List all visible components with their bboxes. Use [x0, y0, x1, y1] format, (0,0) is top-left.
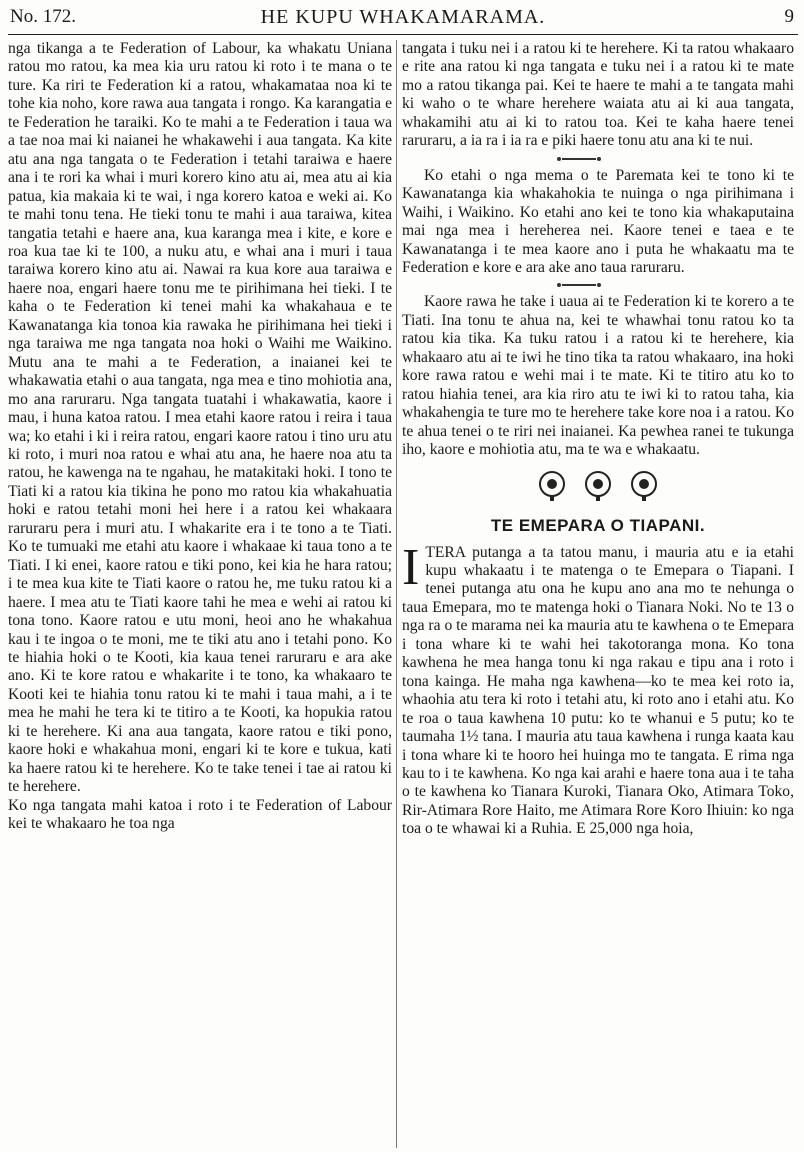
flower-ornament-icon	[585, 471, 611, 497]
flower-ornament-icon	[631, 471, 657, 497]
drop-cap: I	[402, 538, 420, 596]
publication-title: HE KUPU WHAKAMARAMA.	[260, 6, 546, 28]
page-header	[8, 4, 798, 35]
left-paragraph-2: Ko nga tangata mahi katoa i roto i te Federation of Labour kei te whakaaro he toa nga	[8, 796, 392, 833]
left-paragraph-1: nga tikanga a te Federation of Labour, ka whakatu Uniana ratou mo ratou, ka mea kia uru ratou ki roto i te mana o te ture. Ka riri te Federation ki a ratou, whakamataa noa ki te tohe kia noho, kore rawa aua tangata i rongo. Ka karangatia e te Federation he taraiki. Ko te mahi a te Federation i taua wa a tae noa mai ki naianei he whakawehi i aua tangata. Ka kite atu ana nga tangata o te Federation i tetahi taraiwa e haere ana i te rori ka whai i muri korero kino atu ai, mea atu ai kia patua, kia makaia ki te wai, i nga korero katoa e weki ai. Ko te mahi tonu tena. He tieki tonu te mahi i aua taraiwa, kitea tangatia tetahi e haere ana, kua karanga mea i kite, e kore e roa kua tae ki te 100, a nuku atu, e whai ana i muri i taua taraiwa korero kino atu ai. Nawai ra kua kore aua taraiwa e haere noa, engari haere tonu me te pirihimana hei tieki. I te kaha o te Federation ki tenei mahi ka whakahaua e te Kawanatanga kia tonoa kia rawaka he pirihimana hei tieki i nga taraiwa me nga tangata noa hoki o Waihi me Waikino. Mutu ana te mahi a te Federation, a inaianei kei te whakawatia etahi o aua tangata, nga mea e tino mohiotia ana, mo ana raruraru. Nga tangata tuatahi i whakawatia, kaore i mau, i huna katoa ratou. I mea etahi kaore ratou i reira i taua wa; ko etahi i ki i reira ratou, engari kaore ratou i tino uru atu ki roto, i muri noa ratou e whai atu ana, he haere noa atu ta ratou, he kawenga na te ngahau, he matakitaki hoki. I tono te Tiati ki a ratou kia tikina he pono mo ratou kia whakahuatia hoki e ratou tetahi moni hei here i a ratou kei whakaara raruraru pera i muri atu. I whakarite era i te tono a te Tiati. Ko te tumuaki me etahi atu kaore i whakaae ki taua tono a te Tiati. I ki enei, kaore ratou e tiki pono, kei kia he hara ratou; i te mea kua kite te Tiati kaore o ratou he, me tuku ratou ki a haere. I mea atu te Tiati kaore tahi he mea e wehi ai ratou ki tona tono. Kaore ratou e utu moni, heoi ano he whakahua kau i te ingoa o te moni, me te tiki atu ano i tetahi pono. Ko te hiahia hoki o te Kooti, kia kaua tenei raruraru e ara ake ano. Ki te kore ratou e whakarite i te tono, ka whakaaro te Kooti kei te hiahia tonu ratou ki te mahi i taua mahi, a i te mea he mahi he tera ki te titiro a te Kooti, ka hopukia ratou ki te herehere. Ki ana aua tangata, kaore ratou e tiki pono, kaore hoki e whakahua moni, engari ki te kore e tukua, kati ka haere ratou ki te herehere. Ko te take tenei i tae ai ratou ki te herehere.	[8, 40, 392, 796]
right-paragraph-1: tangata i tuku nei i a ratou ki te herehere. Ki ta ratou whakaaro e rite ana ratou ki nga tangata e tuku nei i a ratou ki te mate mo a ratou tikanga pai. Kei te haere te mahi a te tangata mahi ki waho o te whare herehere waiata atu ai ki aua tangata, whakamihi atu ai ki to ratou toa. Kei te kaha haere tenei raruraru, a ia ra i ia ra e piki haere tonu atu ana ki te nui.	[402, 40, 794, 150]
section-separator	[402, 153, 794, 165]
section-separator	[402, 279, 794, 291]
left-column	[8, 40, 392, 833]
column-divider	[396, 40, 397, 1148]
article-title: TE EMEPARA O TIAPANI.	[490, 515, 706, 535]
flower-ornament-icon	[539, 471, 565, 497]
page-number: 9	[784, 6, 794, 27]
article-body	[402, 538, 794, 839]
ornament-row	[402, 466, 794, 502]
issue-number: No. 172.	[10, 6, 76, 27]
right-column	[402, 40, 794, 839]
right-paragraph-3: Kaore rawa he take i uaua ai te Federation ki te korero a te Tiati. Ina tonu te ahua na, kei te whawhai tonu ratou ko ta ratou kia tika. Ka tuku ratou i a ratou ki te herehere, kia whakaaro atu ai te iwi he tino tika ta ratou whakaaro, ina hoki kore rawa ratou e wehi mai i te mate. Ki te titiro atu ko to ratou hiahia tenei, ara kia riro atu te iwi ki to ratou taha, kia whakahengia te ture mo te herehere take kore noa i a ratou. Ko te ahua tenei o te riri nei inaianei. Ka pewhea ranei te tukunga iho, kaore e mohiotia atu, ma te wa e whakaatu.	[402, 293, 794, 459]
article-text: TERA putanga a ta tatou manu, i mauria atu e ia etahi kupu whakaatu i te matenga o te Emepara o Tiapani. I tenei putanga atu ona he kupu ano ana mo te nehunga o taua Emepara, mo te matenga hoki o Tianara Noki. No te 13 o nga ra o te marama nei ka mauria atu te kawhena o te Emepara i tona whare ki te wahi hei takotoranga mona. Ko tona kawhena he mea hanga tonu ki nga rakau e tipu ana i roto i tona kainga. He maha nga kawhena—ko te mea kei roto ia, whaohia atu tera ki roto i tetahi atu, ki roto ano i etahi atu. Ko te roa o taua kawhena 10 putu: ko te whanui e 5 putu; ko te taumaha 1½ tana. I mauria atu taua kawhena i runga kaata kau i tona whare ki te hooro hei huinga mo te tangata. E rima nga kau to i te kawhena. Ko nga kai arahi e haere tona aua i te taha o te kawhena ko Tianara Kuroki, Tianara Oko, Atimara Toko, Rir-Atimara Rore Haito, me Atimara Rore Koro Ihiuin: ko nga toa o te whawai ki a Ruhia. E 25,000 nga hoia,	[402, 543, 794, 838]
right-paragraph-2: Ko etahi o nga mema o te Paremata kei te tono ki te Kawanatanga kia whakahokia te nuinga o nga pirihimana i Waihi, i Waikino. Ko etahi ano kei te tono kia whakaputaina mai nga mea i hereherea nei. Kaore tenei e taea e te Kawanatanga i te mea kaore ano i puta he whakaatu ma te Federation e kore e ara ake ano taua raruraru.	[402, 166, 794, 276]
